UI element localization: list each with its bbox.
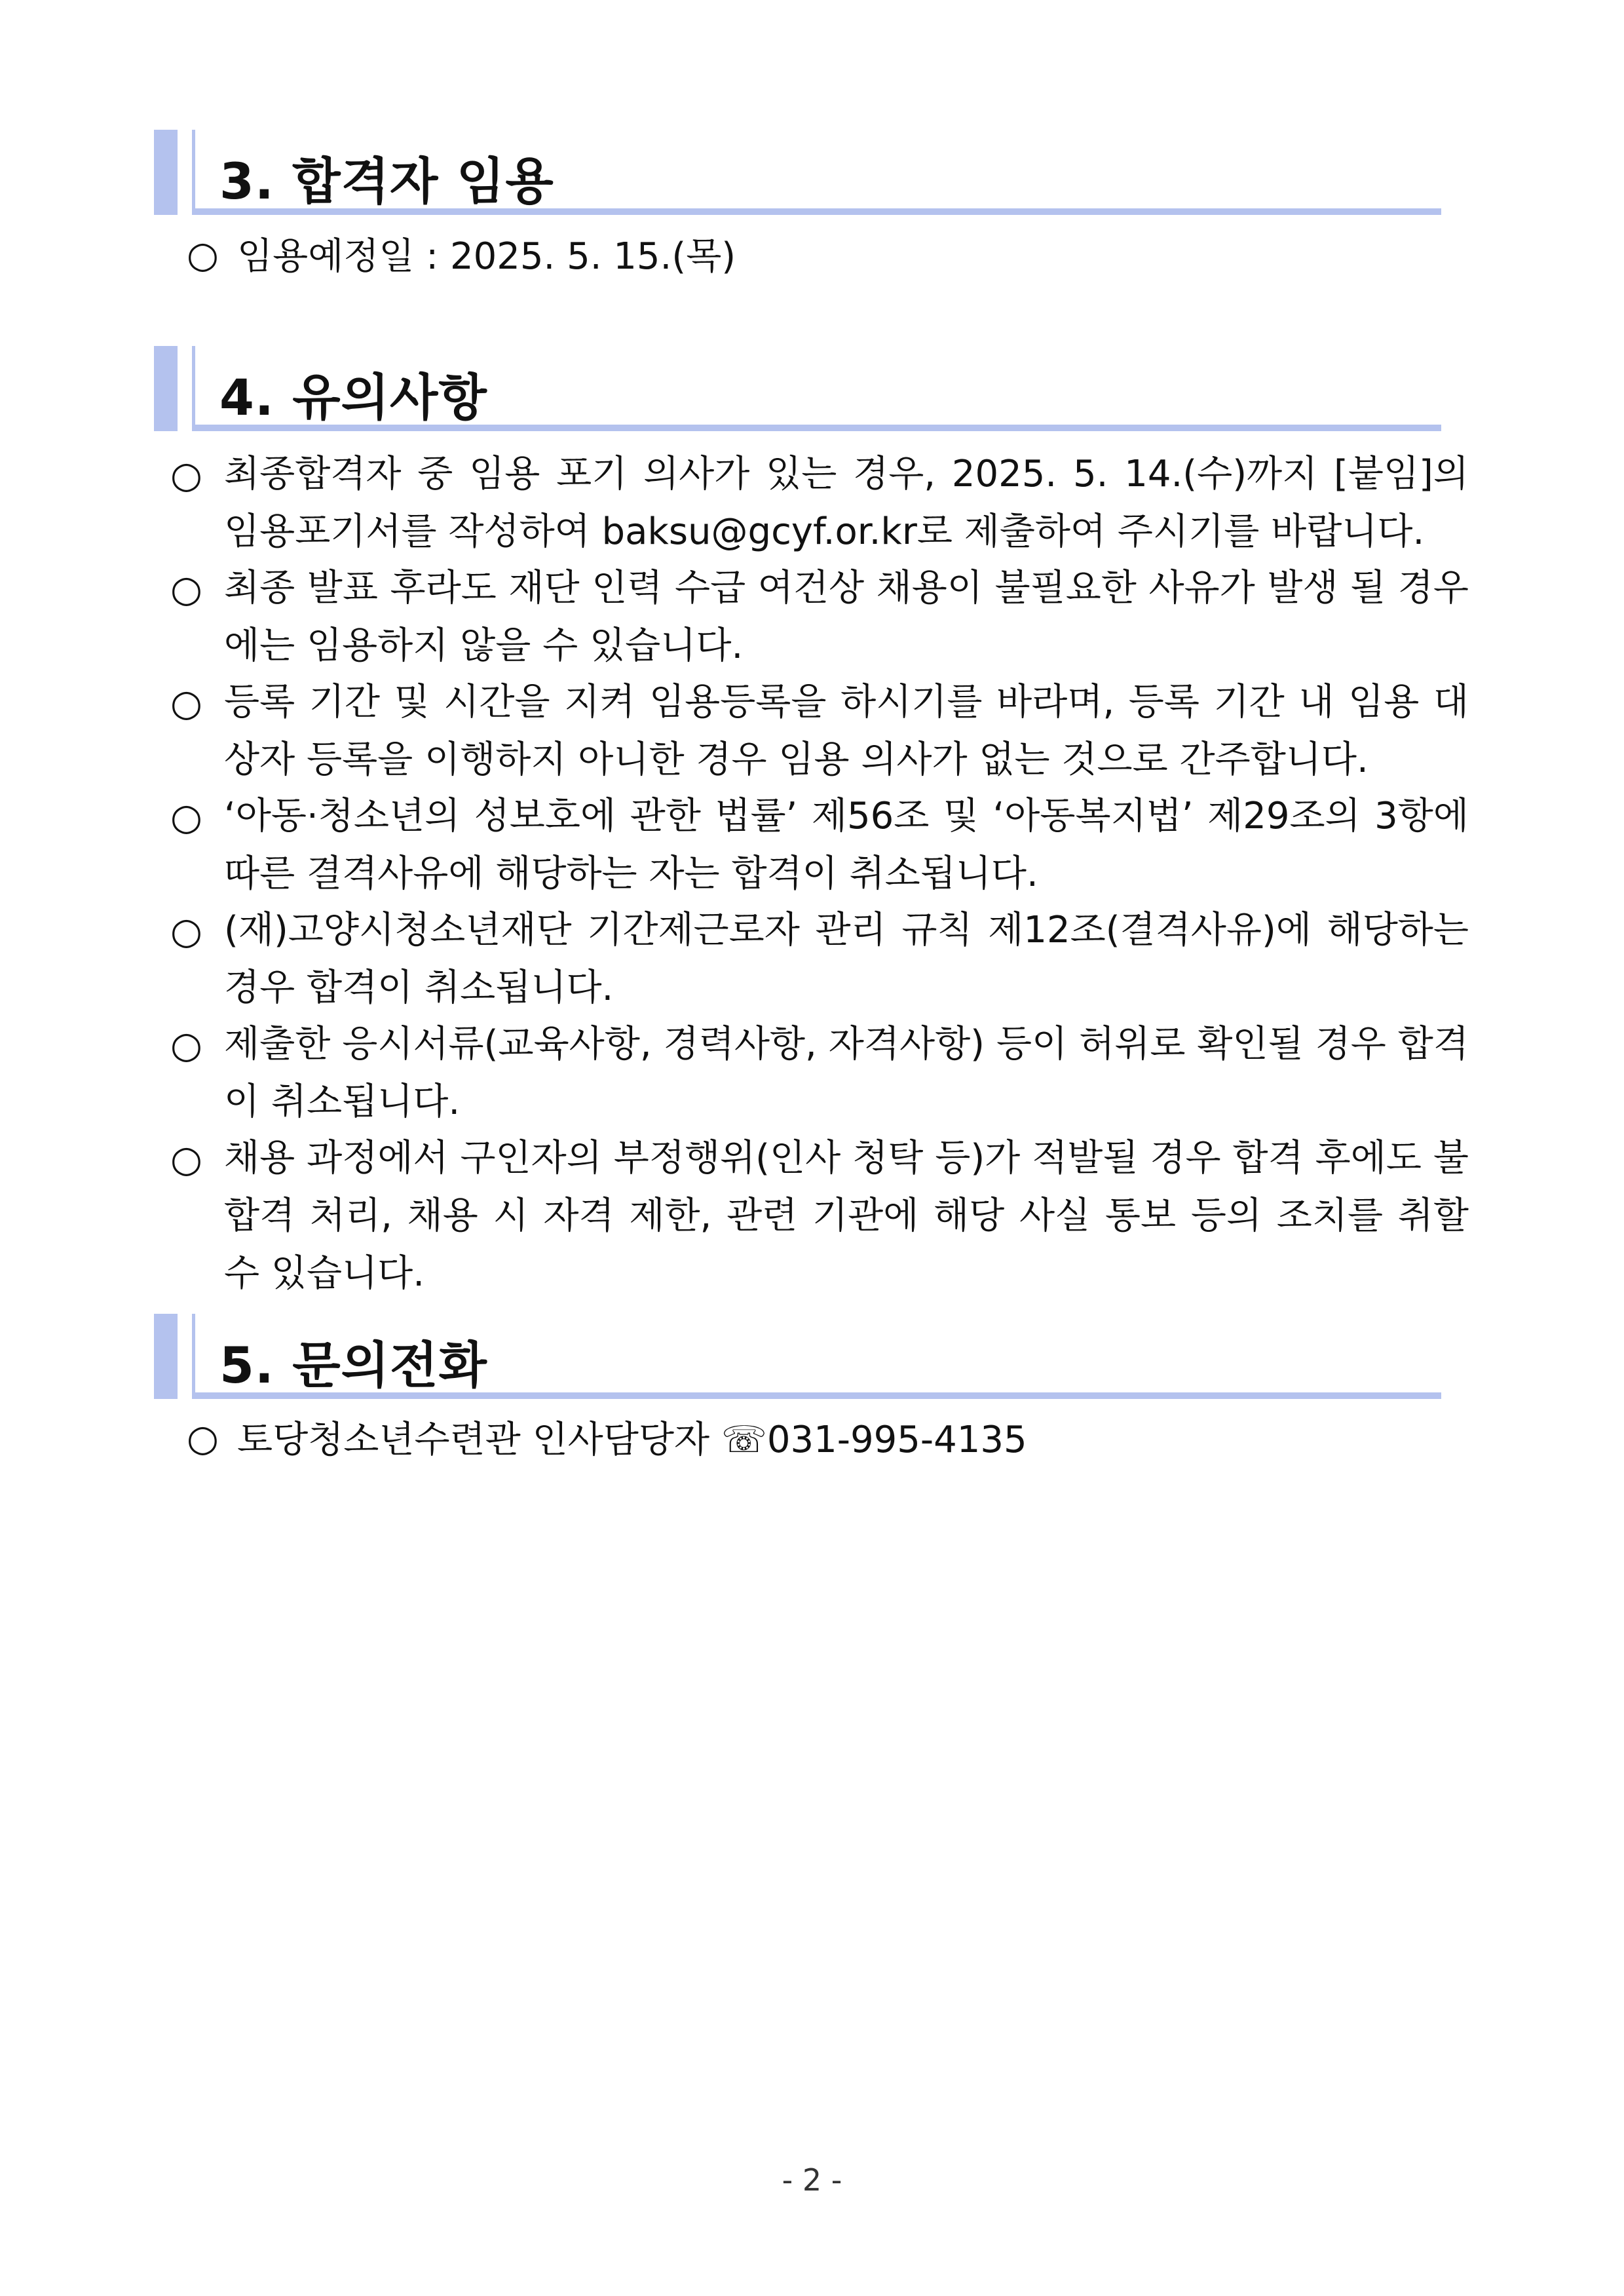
section-divider-vertical (192, 1314, 195, 1399)
notice-item-7: 채용 과정에서 구인자의 부정행위(인사 청탁 등)가 적발될 경우 합격 후에도 불합격 처리, 채용 시 자격 제한, 관련 기관에 해당 사실 통보 등의 조치를 취할 수 있습니다. (224, 1137, 1469, 1295)
bullet-circle-icon: ○ (170, 454, 202, 497)
notice-item-1: 최종합격자 중 임용 포기 의사가 있는 경우, 2025. 5. 14.(수)까지 [붙임]의 임용포기서를 작성하여 baksu@gcyf.or.kr로 제출하여 주시기를 바랍니다. (224, 453, 1469, 553)
bullet-circle-icon: ○ (170, 796, 202, 839)
notice-item-2: 최종 발표 후라도 재단 인력 수급 여건상 채용이 불필요한 사유가 발생 될 경우에는 임용하지 않을 수 있습니다. (224, 567, 1469, 667)
bullet-circle-icon: ○ (170, 1024, 202, 1067)
section-header-4 (154, 346, 1441, 431)
bullet-circle-icon: ○ (170, 910, 202, 953)
notice-item-4: ‘아동·청소년의 성보호에 관한 법률’ 제56조 및 ‘아동복지법’ 제29조의 3항에 따른 결격사유에 해당하는 자는 합격이 취소됩니다. (224, 795, 1469, 895)
section-accent-bar (154, 1314, 178, 1399)
contact-phone: 토당청소년수련관 인사담당자 ☏031-995-4135 (237, 1419, 1027, 1461)
page-number: - 2 - (782, 2162, 842, 2198)
bullet-circle-icon: ○ (170, 682, 202, 725)
section-header-3 (154, 130, 1441, 215)
bullet-circle-icon: ○ (187, 234, 219, 277)
section-accent-bar (154, 346, 178, 431)
section-accent-bar (154, 130, 178, 215)
bullet-circle-icon: ○ (170, 1138, 202, 1181)
section-title: 4. 유의사항 (219, 368, 487, 427)
section-divider-vertical (192, 130, 195, 215)
notice-item-5: (재)고양시청소년재단 기간제근로자 관리 규칙 제12조(결격사유)에 해당하는 경우 합격이 취소됩니다. (224, 909, 1469, 1009)
bullet-circle-icon: ○ (187, 1417, 219, 1460)
notice-item-3: 등록 기간 및 시간을 지켜 임용등록을 하시기를 바라며, 등록 기간 내 임용 대상자 등록을 이행하지 아니한 경우 임용 의사가 없는 것으로 간주합니다. (224, 681, 1469, 781)
section-title: 3. 합격자 임용 (219, 152, 554, 210)
notice-item-6: 제출한 응시서류(교육사항, 경력사항, 자격사항) 등이 허위로 확인될 경우 합격이 취소됩니다. (224, 1023, 1469, 1123)
section-header-5 (154, 1314, 1441, 1399)
appointment-date: 임용예정일 : 2025. 5. 15.(목) (237, 235, 736, 278)
bullet-circle-icon: ○ (170, 568, 202, 611)
section-title: 5. 문의전화 (219, 1336, 487, 1394)
section-divider-vertical (192, 346, 195, 431)
